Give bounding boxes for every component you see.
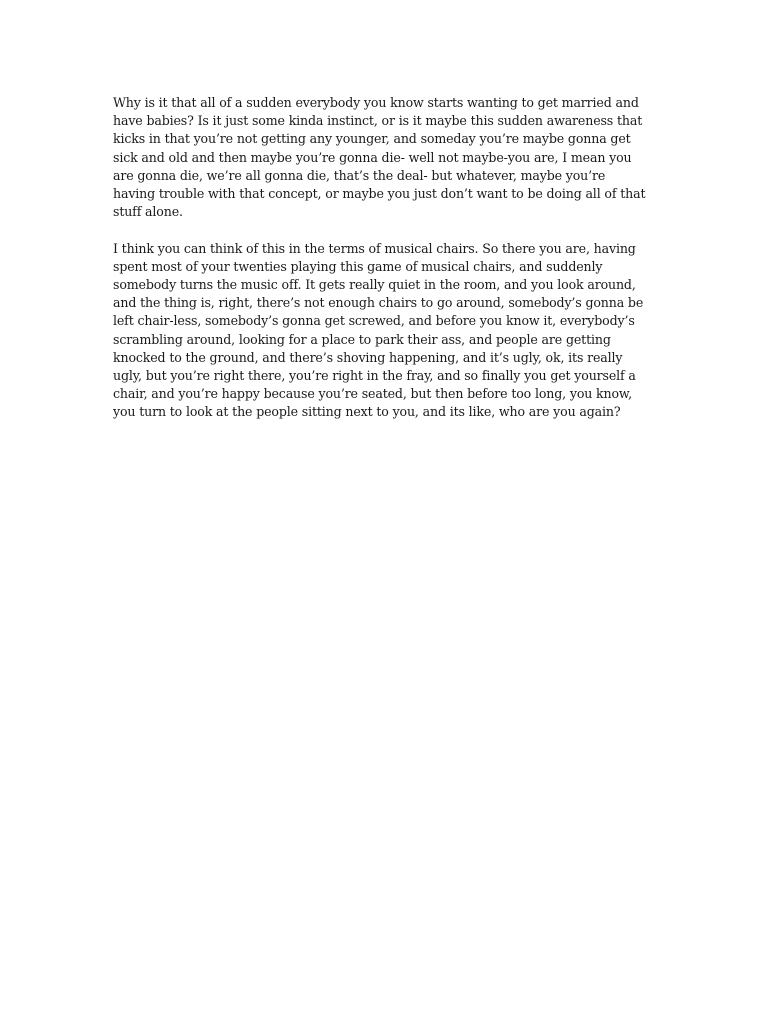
text-line: chair, and you’re happy because you’re seated, but then before too long, you know, <box>113 386 632 402</box>
text-line: ugly, but you’re right there, you’re right in the fray, and so finally you get yourself a <box>113 368 636 384</box>
text-line: somebody turns the music off. It gets really quiet in the room, and you look around, <box>113 277 636 293</box>
paragraph-2 <box>113 240 673 422</box>
text-line: sick and old and then maybe you’re gonna die- well not maybe-you are, I mean you <box>113 149 632 165</box>
document-body <box>113 94 673 422</box>
text-line: you turn to look at the people sitting next to you, and its like, who are you again? <box>113 404 621 420</box>
paragraph-spacer <box>113 221 673 239</box>
text-line: left chair-less, somebody’s gonna get screwed, and before you know it, everybody’s <box>113 313 635 329</box>
text-line: scrambling around, looking for a place to park their ass, and people are getting <box>113 331 611 347</box>
text-line: and the thing is, right, there’s not enough chairs to go around, somebody’s gonna be <box>113 295 644 311</box>
text-line: Why is it that all of a sudden everybody you know starts wanting to get married and <box>113 95 639 110</box>
text-line: have babies? Is it just some kinda instinct, or is it maybe this sudden awareness that <box>113 113 643 129</box>
text-line: kicks in that you’re not getting any younger, and someday you’re maybe gonna get <box>113 131 631 147</box>
paragraph-1 <box>113 94 673 221</box>
text-line: knocked to the ground, and there’s shoving happening, and it’s ugly, ok, its really <box>113 349 623 365</box>
text-line: are gonna die, we’re all gonna die, that’s the deal- but whatever, maybe you’re <box>113 167 606 183</box>
text-line: stuff alone. <box>113 204 183 220</box>
text-line: having trouble with that concept, or maybe you just don’t want to be doing all of that <box>113 186 646 202</box>
text-line: spent most of your twenties playing this game of musical chairs, and suddenly <box>113 258 603 274</box>
text-line: I think you can think of this in the terms of musical chairs. So there you are, having <box>113 240 636 256</box>
